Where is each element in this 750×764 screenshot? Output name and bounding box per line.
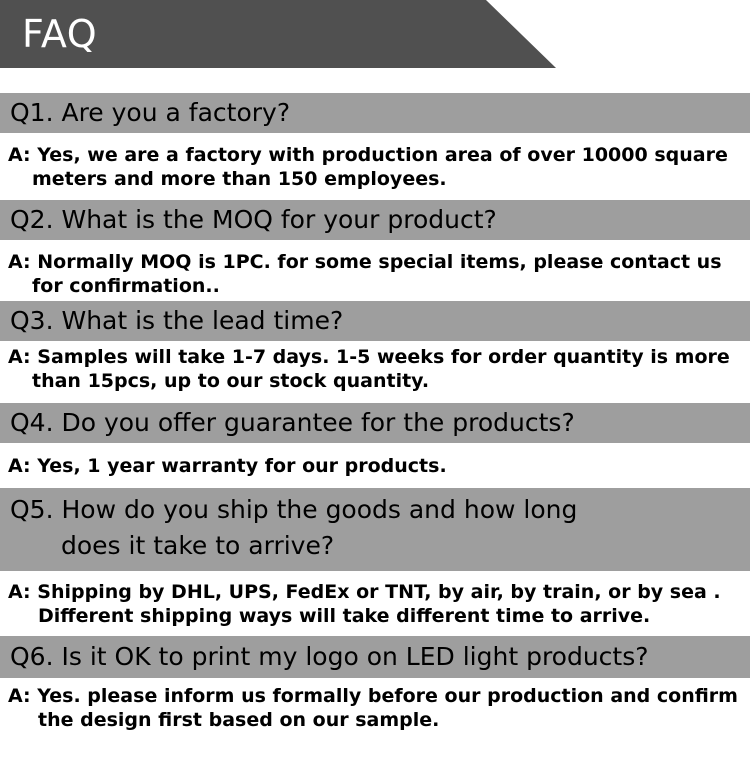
answer-q3-line2: than 15pcs, up to our stock quantity. bbox=[32, 370, 430, 392]
header-banner bbox=[0, 0, 750, 68]
header-banner-shape bbox=[0, 0, 750, 68]
answer-q1-line2: meters and more than 150 employees. bbox=[32, 168, 447, 190]
answer-q2-line2: for confirmation.. bbox=[32, 275, 220, 297]
question-q6: Q6. Is it OK to print my logo on LED light products? bbox=[10, 642, 649, 671]
answer-q1-line1: A: Yes, we are a factory with production area of over 10000 square bbox=[8, 144, 728, 166]
answer-q6-line1: A: Yes. please inform us formally before our production and confirm bbox=[8, 685, 738, 707]
answer-q5-line1: A: Shipping by DHL, UPS, FedEx or TNT, by air, by train, or by sea . bbox=[8, 581, 721, 603]
question-q2: Q2. What is the MOQ for your product? bbox=[10, 205, 497, 234]
answer-q3-line1: A: Samples will take 1-7 days. 1-5 weeks for order quantity is more bbox=[8, 346, 730, 368]
question-q1: Q1. Are you a factory? bbox=[10, 98, 291, 127]
answer-q5-line2: Different shipping ways will take different time to arrive. bbox=[38, 605, 651, 627]
answer-q6-line2: the design first based on our sample. bbox=[38, 709, 440, 731]
question-q4: Q4. Do you offer guarantee for the products? bbox=[10, 408, 575, 437]
question-q5-line1: Q5. How do you ship the goods and how long bbox=[10, 495, 578, 524]
answer-q2-line1: A: Normally MOQ is 1PC. for some special items, please contact us bbox=[8, 251, 722, 273]
answer-q4-line1: A: Yes, 1 year warranty for our products. bbox=[8, 455, 447, 477]
question-q5-line2: does it take to arrive? bbox=[61, 531, 335, 560]
page-title: FAQ bbox=[22, 12, 98, 56]
question-q3: Q3. What is the lead time? bbox=[10, 306, 344, 335]
